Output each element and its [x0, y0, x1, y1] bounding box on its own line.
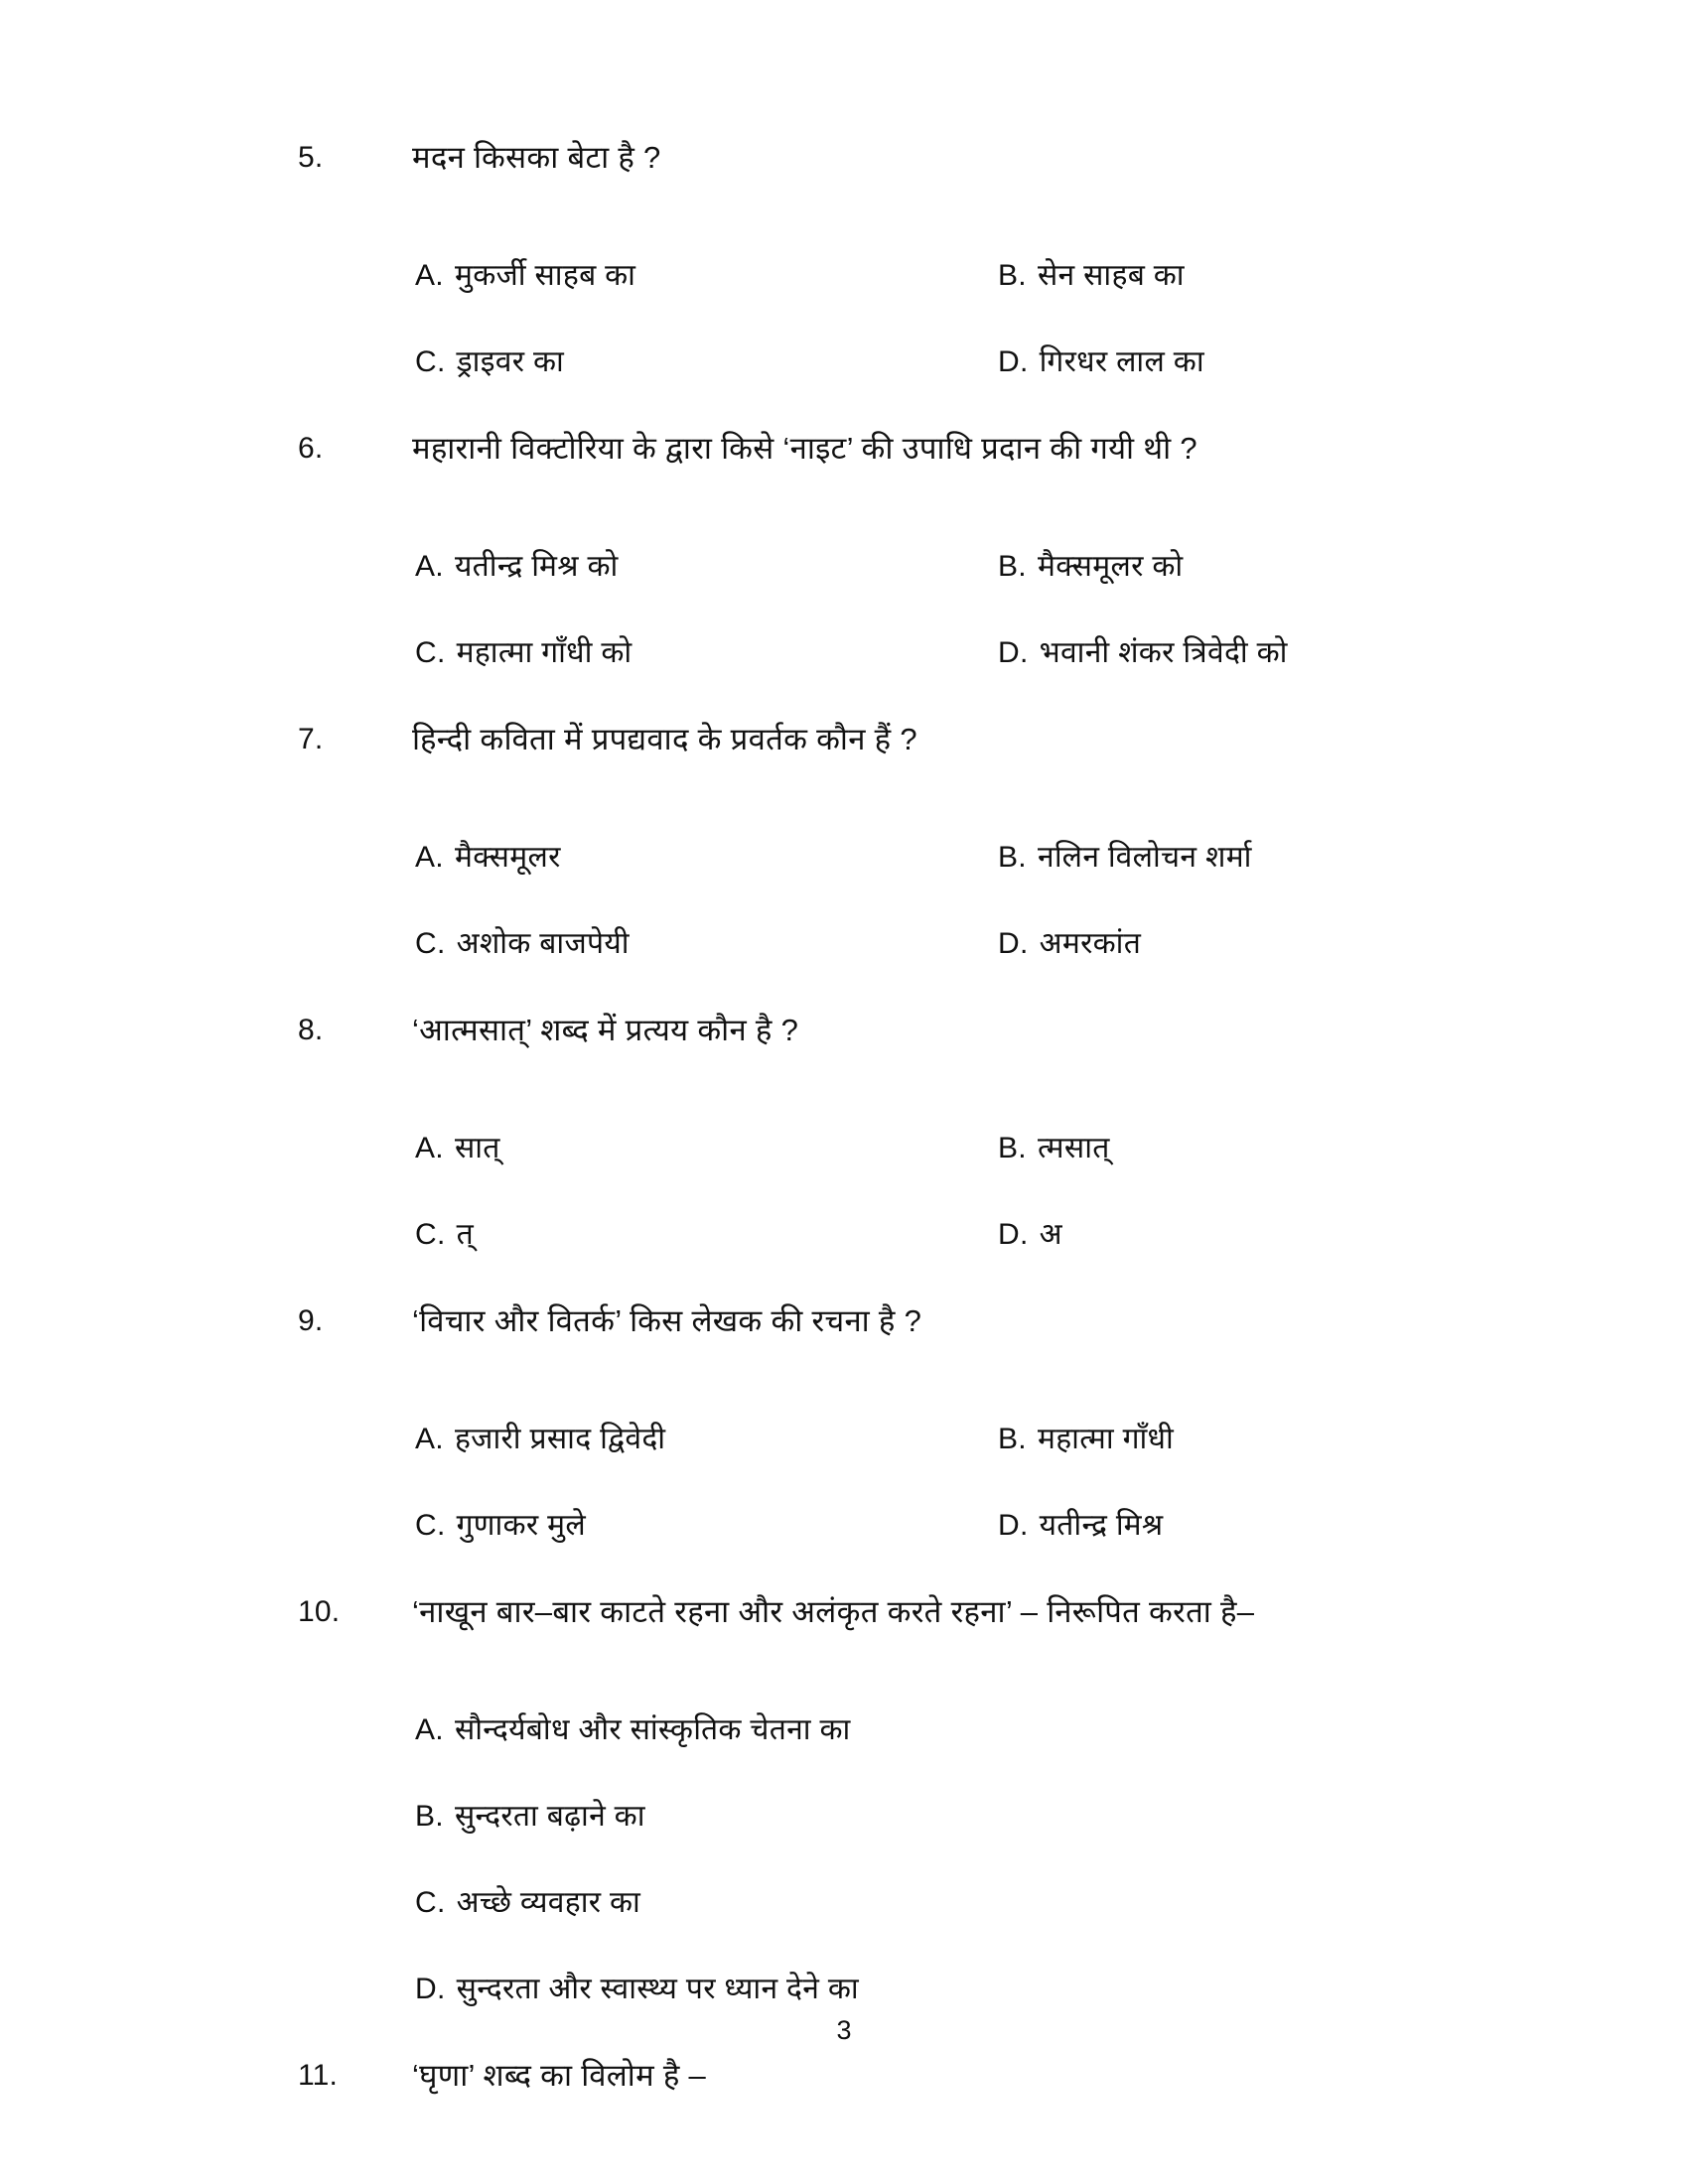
option-letter: B.: [415, 1800, 444, 1833]
option-letter: A.: [415, 1132, 444, 1164]
option-d[interactable]: [998, 1482, 1163, 1569]
option-label: सुन्दरता बढ़ाने का: [454, 1800, 645, 1833]
option-row: [0, 1191, 1688, 1278]
question-number: 8.: [298, 1014, 324, 1046]
option-row: [0, 900, 1688, 987]
option-d[interactable]: [998, 319, 1204, 405]
page-number: 3: [836, 2015, 852, 2045]
option-b[interactable]: [415, 1773, 645, 1859]
option-c[interactable]: [415, 319, 564, 405]
option-row: [0, 1859, 1688, 1946]
option-a[interactable]: [415, 1687, 851, 1773]
question-block-10: [0, 1569, 1688, 2032]
option-label: नलिन विलोचन शर्मा: [1037, 841, 1252, 874]
option-label: ड्राइवर का: [456, 345, 565, 378]
option-row: [0, 232, 1688, 319]
option-c[interactable]: [415, 1859, 640, 1946]
option-label: यतीन्द्र मिश्र को: [454, 550, 619, 583]
option-letter: D.: [998, 1218, 1029, 1251]
option-label: त्: [456, 1218, 475, 1251]
question-block-8: [0, 987, 1688, 1278]
option-b[interactable]: [998, 1396, 1174, 1482]
option-c[interactable]: [415, 900, 630, 987]
option-label: सात्: [454, 1132, 500, 1164]
option-letter: C.: [415, 1509, 446, 1542]
question-text: ‘आत्मसात्’ शब्द में प्रत्यय कौन है ?: [412, 1013, 799, 1047]
option-letter: A.: [415, 1713, 444, 1746]
spacer: [0, 497, 1688, 523]
option-b[interactable]: [998, 232, 1185, 319]
option-row: [0, 319, 1688, 405]
option-d[interactable]: [998, 900, 1141, 987]
option-a[interactable]: [415, 814, 561, 900]
option-letter: D.: [998, 636, 1029, 669]
question-text: मदन किसका बेटा है ?: [412, 140, 661, 175]
option-c[interactable]: [415, 1191, 474, 1278]
question-text: ‘विचार और वितर्क’ किस लेखक की रचना है ?: [412, 1303, 922, 1338]
spacer: [0, 206, 1688, 232]
option-a[interactable]: [415, 1105, 500, 1191]
option-letter: D.: [998, 345, 1029, 378]
question-text: महारानी विक्टोरिया के द्वारा किसे ‘नाइट’ की उपाधि प्रदान की गयी थी ?: [412, 431, 1197, 466]
option-letter: D.: [998, 927, 1029, 960]
option-label: अमरकांत: [1039, 927, 1142, 960]
option-c[interactable]: [415, 610, 632, 696]
question-line: [0, 987, 1688, 1079]
option-letter: A.: [415, 550, 444, 583]
option-label: हजारी प्रसाद द्विवेदी: [454, 1423, 666, 1455]
option-letter: C.: [415, 636, 446, 669]
option-letter: C.: [415, 1886, 446, 1919]
option-letter: C.: [415, 927, 446, 960]
option-b[interactable]: [998, 1105, 1110, 1191]
question-line: [0, 1278, 1688, 1370]
question-block-7: [0, 696, 1688, 987]
option-letter: D.: [415, 1973, 446, 2005]
option-label: अ: [1039, 1218, 1062, 1251]
option-label: सौन्दर्यबोध और सांस्कृतिक चेतना का: [454, 1713, 851, 1746]
option-b[interactable]: [998, 814, 1252, 900]
option-letter: C.: [415, 1218, 446, 1251]
option-letter: B.: [998, 259, 1027, 292]
option-label: मुकर्जी साहब का: [454, 259, 636, 292]
spacer: [0, 788, 1688, 814]
question-number: 5.: [298, 141, 324, 174]
option-label: यतीन्द्र मिश्र: [1039, 1509, 1164, 1542]
question-number: 11.: [298, 2059, 339, 2092]
option-row: [0, 1105, 1688, 1191]
spacer: [0, 1079, 1688, 1105]
option-c[interactable]: [415, 1482, 586, 1569]
option-label: सेन साहब का: [1037, 259, 1185, 292]
option-row: [0, 610, 1688, 696]
option-label: सुन्दरता और स्वास्थ्य पर ध्यान देने का: [456, 1973, 859, 2005]
option-row: [0, 523, 1688, 610]
option-letter: A.: [415, 1423, 444, 1455]
option-letter: B.: [998, 550, 1027, 583]
option-letter: D.: [998, 1509, 1029, 1542]
option-row: [0, 1482, 1688, 1569]
option-label: अशोक बाजपेयी: [456, 927, 630, 960]
option-a[interactable]: [415, 232, 635, 319]
question-line: [0, 114, 1688, 206]
option-row: [0, 1773, 1688, 1859]
option-letter: A.: [415, 259, 444, 292]
spacer: [0, 1661, 1688, 1687]
spacer: [0, 1370, 1688, 1396]
question-line: [0, 405, 1688, 497]
option-letter: C.: [415, 345, 446, 378]
option-label: महात्मा गाँधी को: [456, 636, 633, 669]
question-number: 9.: [298, 1304, 324, 1337]
option-label: मैक्समूलर को: [1037, 550, 1184, 583]
option-label: त्मसात्: [1037, 1132, 1110, 1164]
option-d[interactable]: [998, 1191, 1062, 1278]
option-label: गुणाकर मुले: [456, 1509, 586, 1542]
question-block-9: [0, 1278, 1688, 1569]
option-label: महात्मा गाँधी: [1037, 1423, 1175, 1455]
option-a[interactable]: [415, 1396, 665, 1482]
question-text: ‘नाखून बार–बार काटते रहना और अलंकृत करते रहना’ – निरूपित करता है–: [412, 1594, 1255, 1629]
option-b[interactable]: [998, 523, 1183, 610]
question-number: 7.: [298, 723, 324, 755]
question-block-5: [0, 114, 1688, 405]
question-number: 6.: [298, 432, 324, 465]
question-line: [0, 1569, 1688, 1661]
option-row: [0, 814, 1688, 900]
option-row: [0, 1687, 1688, 1773]
question-number: 10.: [298, 1595, 341, 1628]
option-d[interactable]: [998, 610, 1288, 696]
question-text: ‘घृणा’ शब्द का विलोम है –: [412, 2058, 707, 2093]
option-letter: A.: [415, 841, 444, 874]
option-label: मैक्समूलर: [454, 841, 561, 874]
option-letter: B.: [998, 1423, 1027, 1455]
question-block-6: [0, 405, 1688, 696]
option-letter: B.: [998, 1132, 1027, 1164]
option-label: भवानी शंकर त्रिवेदी को: [1039, 636, 1288, 669]
question-line: [0, 696, 1688, 788]
option-label: गिरधर लाल का: [1039, 345, 1204, 378]
question-text: हिन्दी कविता में प्रपद्यवाद के प्रवर्तक कौन हैं ?: [412, 722, 917, 756]
option-row: [0, 1396, 1688, 1482]
option-label: अच्छे व्यवहार का: [456, 1886, 641, 1919]
option-letter: B.: [998, 841, 1027, 874]
option-a[interactable]: [415, 523, 619, 610]
